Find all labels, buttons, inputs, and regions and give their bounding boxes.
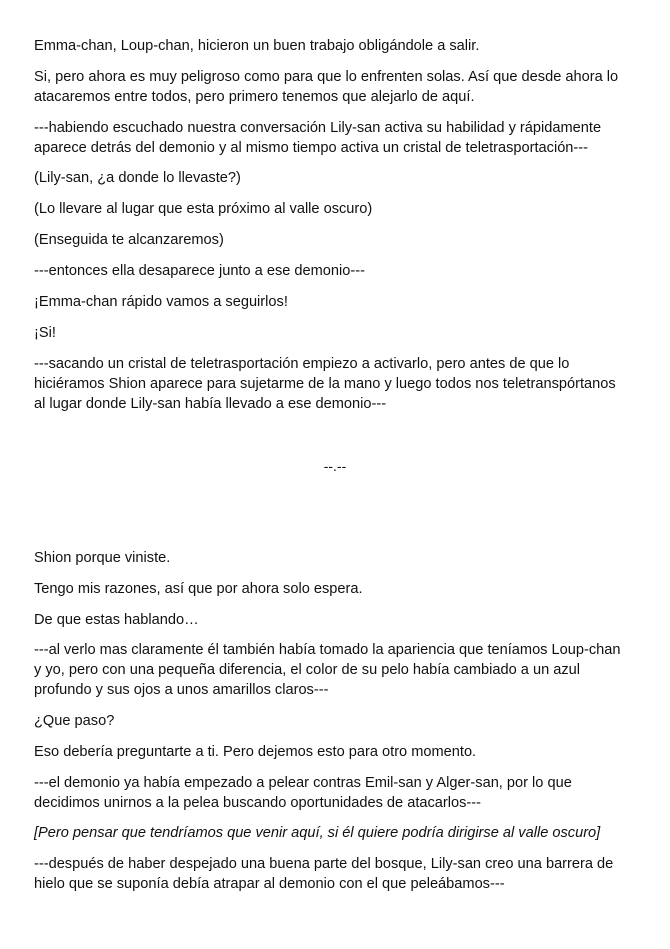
text-line: ---después de haber despejado una buena parte del bosque, Lily-san creo una barrera de xyxy=(34,856,614,872)
paragraph xyxy=(34,640,639,700)
text-line: profundo y sus ojos a unos amarillos claros--- xyxy=(34,682,329,698)
paragraph xyxy=(34,854,639,894)
text-line: ---habiendo escuchado nuestra conversación Lily-san activa su habilidad y rápidamente xyxy=(34,120,602,136)
text-line: atacaremos entre todos, pero primero tenemos que alejarlo de aquí. xyxy=(34,89,475,105)
paragraph xyxy=(34,548,639,568)
text-line: ---entonces ella desaparece junto a ese demonio--- xyxy=(34,263,365,279)
text-line: (Lily-san, ¿a donde lo llevaste?) xyxy=(34,170,241,186)
paragraph xyxy=(34,292,639,312)
paragraph xyxy=(34,230,639,250)
text-line: Shion porque viniste. xyxy=(34,550,171,566)
text-line: ---el demonio ya había empezado a pelear contras Emil-san y Alger-san, por lo que xyxy=(34,775,572,791)
text-line: aparece detrás del demonio y al mismo tiempo activa un cristal de teletrasportación--- xyxy=(34,140,589,156)
paragraph xyxy=(34,742,639,762)
text-line: ---al verlo mas claramente él también había tomado la apariencia que teníamos Loup-chan xyxy=(34,642,621,658)
paragraph xyxy=(34,67,639,107)
text-line: hielo que se suponía debía atrapar al demonio con el que peleábamos--- xyxy=(34,876,505,892)
text-line: ¡Emma-chan rápido vamos a seguirlos! xyxy=(34,294,288,310)
paragraph xyxy=(34,711,639,731)
text-line: [Pero pensar que tendríamos que venir aquí, si él quiere podría dirigirse al valle oscuro] xyxy=(34,825,601,841)
paragraph xyxy=(34,354,639,414)
text-line: ¿Que paso? xyxy=(34,713,115,729)
text-line: (Enseguida te alcanzaremos) xyxy=(34,232,224,248)
paragraph-thought xyxy=(34,823,639,843)
paragraph xyxy=(34,168,639,188)
text-line: De que estas hablando… xyxy=(34,612,199,628)
text-line: Si, pero ahora es muy peligroso como para que lo enfrenten solas. Así que desde ahora lo xyxy=(34,69,619,85)
text-line: Eso debería preguntarte a ti. Pero dejemos esto para otro momento. xyxy=(34,744,477,760)
text-line: Tengo mis razones, así que por ahora solo espera. xyxy=(34,581,363,597)
paragraph xyxy=(34,610,639,630)
text-line: ¡Si! xyxy=(34,325,56,341)
paragraph xyxy=(34,36,639,56)
text-line: Emma-chan, Loup-chan, hicieron un buen trabajo obligándole a salir. xyxy=(34,38,480,54)
text-line: ---sacando un cristal de teletrasportación empiezo a activarlo, pero antes de que lo xyxy=(34,356,570,372)
text-line: decidimos unirnos a la pelea buscando oportunidades de atacarlos--- xyxy=(34,795,482,811)
paragraph xyxy=(34,323,639,343)
text-line: y yo, pero con una pequeña diferencia, el color de su pelo había cambiado a un azul xyxy=(34,662,581,678)
text-line: (Lo llevare al lugar que esta próximo al valle oscuro) xyxy=(34,201,373,217)
section-separator: --.-- xyxy=(323,458,347,474)
paragraph xyxy=(34,773,639,813)
paragraph xyxy=(34,579,639,599)
text-line: hiciéramos Shion aparece para sujetarme de la mano y luego todos nos teletranspórtanos xyxy=(34,376,616,392)
paragraph xyxy=(34,199,639,219)
text-line: al lugar donde Lily-san había llevado a ese demonio--- xyxy=(34,396,387,412)
paragraph xyxy=(34,261,639,281)
paragraph xyxy=(34,118,639,158)
